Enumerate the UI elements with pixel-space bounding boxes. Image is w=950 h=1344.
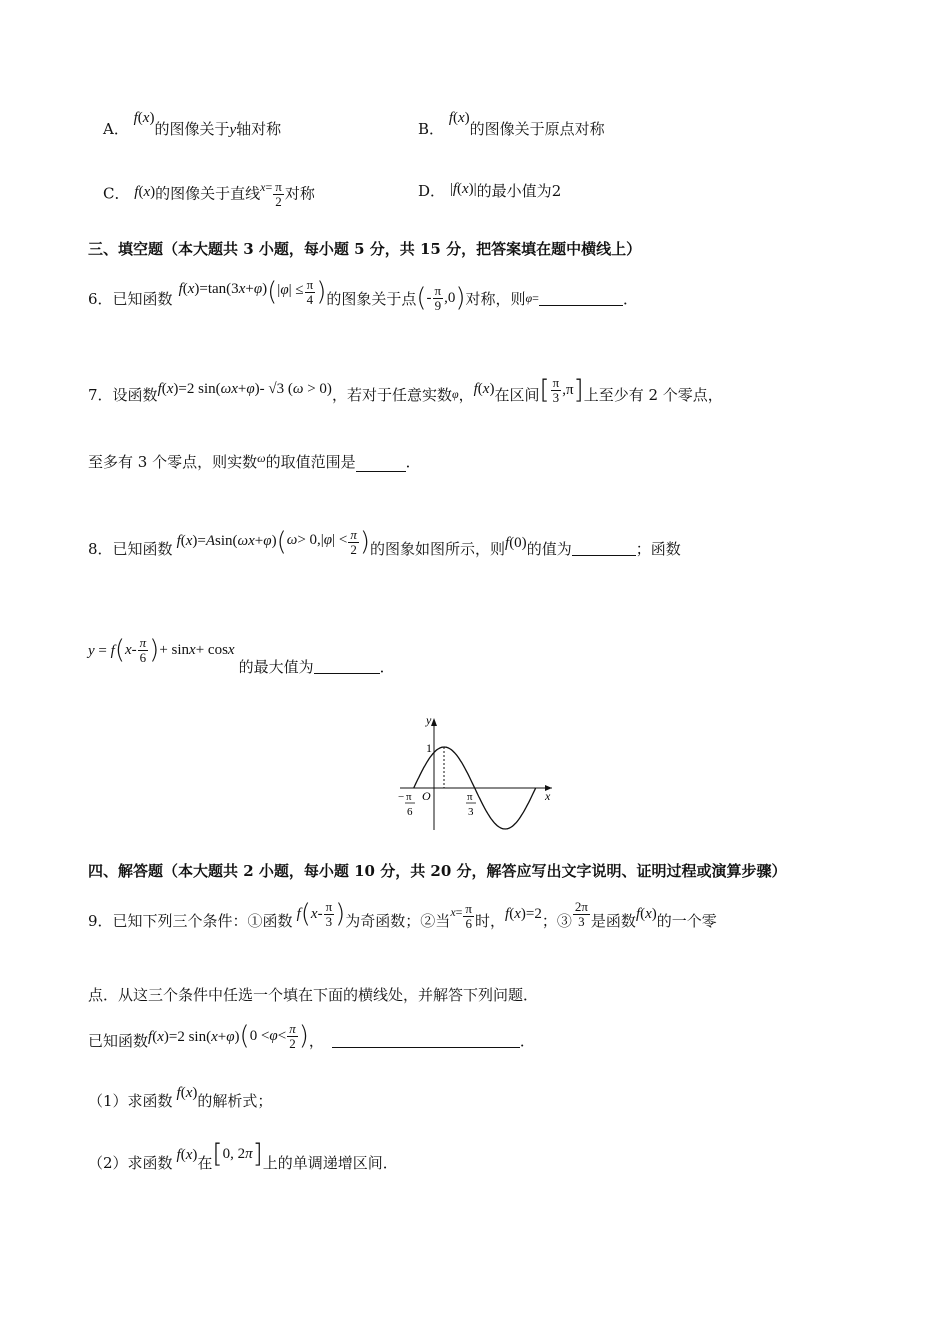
x-tick-pos-den: 3: [468, 806, 474, 818]
option-b: B． f(x)的图像关于原点对称: [418, 110, 605, 138]
question-9-part-1: （1）求函数 f(x) 的解析式；: [88, 1084, 273, 1110]
question-9-line-2: 点．从这三个条件中任选一个填在下面的横线处，并解答下列问题．: [88, 986, 539, 1004]
option-a: A． f(x)的图像关于y轴对称: [103, 110, 282, 138]
x-tick-neg-den: 6: [407, 806, 413, 818]
question-9: 9． 已知下列三个条件：①函数 f ( x - $\frac{\pi}{3}$ ) 为奇函数；②当 x = $\frac{\pi}{6}$ 时， f ( x )=2 ；③ $\frac{2\pi}{3}$ 是函数 f ( x ) 的一个零: [88, 898, 717, 931]
question-7: 7． 设函数 f(x)=2 sin(ωx+φ)- √3 (ω > 0) ，若对于任意实数 φ ， f(x) 在区间 [ $\frac{\pi}{3}$ ,π ] 上至少有 2 个零点，: [88, 374, 723, 405]
math-fx: f: [133, 110, 138, 126]
answer-blank-9[interactable]: [332, 1033, 520, 1048]
question-9-part-2: （2）求函数 f(x) 在 [ 0, 2 π ] 上的单调递增区间．: [88, 1139, 398, 1172]
answer-blank-7[interactable]: [356, 457, 406, 472]
y-axis-arrow: [431, 718, 437, 726]
answer-blank-6[interactable]: [539, 291, 623, 306]
question-8: 8． 已知函数 f(x)=Asin(ωx+φ) ( ω > 0,| φ | < $\frac{\pi}{2}$ ) 的图象如图所示，则 f(0) 的值为 ；函数: [88, 526, 681, 558]
option-c: C． f(x)的图像关于直线$^{x=}$ $\frac{\pi}{2}$ 对称: [103, 179, 315, 209]
question-8-line-2: y = f ( x - $\frac{\pi}{6}$ ) + sin x + cos x 的最大值为 ．: [88, 634, 395, 676]
answer-blank-8b[interactable]: [314, 659, 380, 674]
question-7-line-2: 至多有 3 个零点，则实数$^\omega$的取值范围是 ．: [88, 451, 421, 471]
x-tick-neg-num: π: [406, 791, 412, 803]
x-axis-label: x: [545, 789, 551, 803]
origin-label: O: [422, 789, 431, 803]
question-9-line-3: 已知函数 f(x)=2 sin(x+φ) ( 0 < φ < $\frac{\pi}{2}$ ) ， ．: [88, 1020, 535, 1051]
sine-graph: [392, 712, 562, 836]
answer-blank-8a[interactable]: [572, 541, 636, 556]
y-tick-1: 1: [426, 741, 432, 755]
option-d: D． |f(x)|的最小值为2: [418, 181, 562, 200]
y-axis-label: y: [426, 713, 432, 727]
svg-text:−: −: [398, 791, 405, 803]
section-4-heading: 四、解答题（本大题共 2 小题，每小题 10 分，共 20 分，解答应写出文字说明、证明过程或演算步骤）: [88, 862, 787, 880]
section-3-heading: 三、填空题（本大题共 3 小题，每小题 5 分，共 15 分，把答案填在题中横线上）: [88, 240, 642, 258]
x-tick-pos-num: π: [467, 791, 473, 803]
question-6: 6． 已知函数 f(x)=tan(3x+φ) ( | φ | ≤ $\frac{\pi}{4}$ ) 的图象关于点 ( - $\frac{\pi}{9}$ ,0 ) 对称，则 φ = ．: [88, 276, 638, 313]
